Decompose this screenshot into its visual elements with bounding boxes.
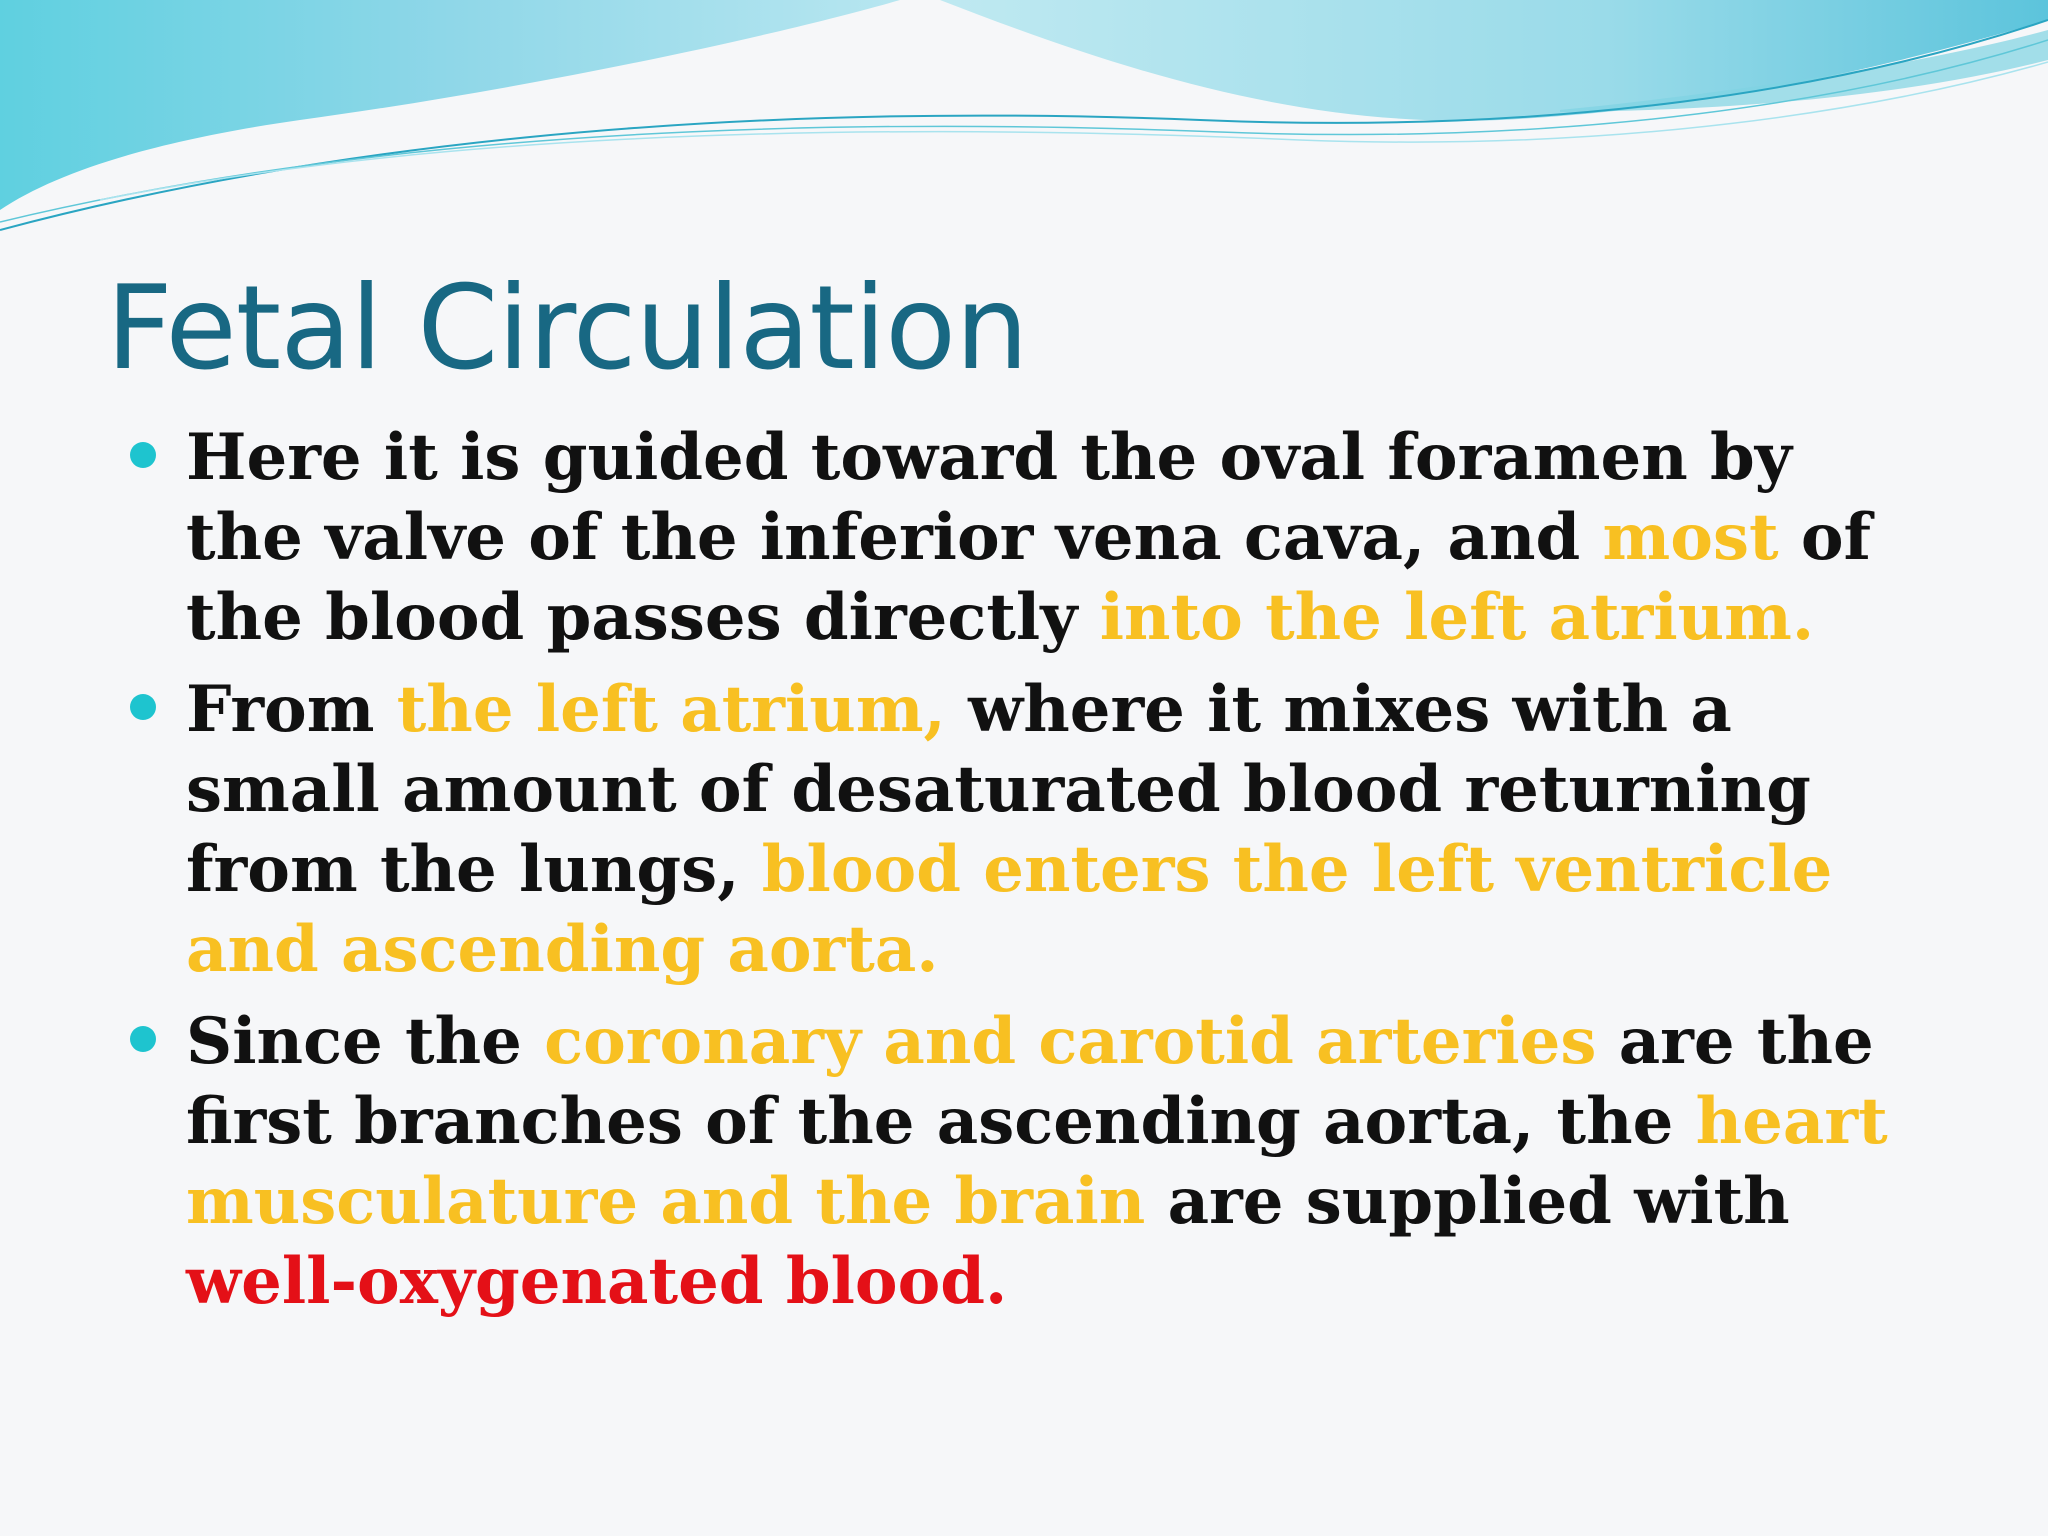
bullet-2-text-2: where it mixes with a small amount of desaturated blood returning from the lungs, (186, 672, 1811, 907)
bullet-item-1 (130, 418, 1930, 658)
bullet-item-2 (130, 670, 1930, 990)
bullet-list (130, 418, 1930, 1334)
bullet-3-highlight-2: heart musculature and the brain (186, 1084, 1888, 1239)
bullet-3-highlight-1: coronary and carotid arteries (544, 1004, 1597, 1079)
bullet-3-alert: well-oxygenated blood. (186, 1244, 1008, 1319)
bullet-1-highlight-2: into the left atrium. (1099, 580, 1815, 655)
bullet-2-text-1: From (186, 672, 397, 747)
bullet-1-highlight-1: most (1602, 500, 1779, 575)
bullet-item-3 (130, 1002, 1930, 1322)
bullet-dot-icon (130, 442, 156, 468)
bullet-1-text-1: Here it is guided toward the oval foramen by the valve of the inferior vena cava, and (186, 420, 1792, 575)
bullet-2-highlight-2: blood enters the left ventricle and ascending aorta. (186, 832, 1833, 987)
bullet-dot-icon (130, 1026, 156, 1052)
bullet-dot-icon (130, 694, 156, 720)
wave-band-left (0, 0, 900, 210)
wave-band-right (940, 0, 2048, 121)
slide-title: Fetal Circulation (106, 261, 1028, 396)
bullet-3-text-2: are the first branches of the ascending aorta, the (186, 1004, 1874, 1159)
bullet-3-text-1: Since the (186, 1004, 545, 1079)
bullet-1-text-2: of the blood passes directly (186, 500, 1872, 655)
bullet-2-highlight-1: the left atrium, (396, 672, 946, 747)
wave-banner-decoration (0, 0, 2048, 240)
bullet-3-text-3: are supplied with (1145, 1164, 1790, 1239)
